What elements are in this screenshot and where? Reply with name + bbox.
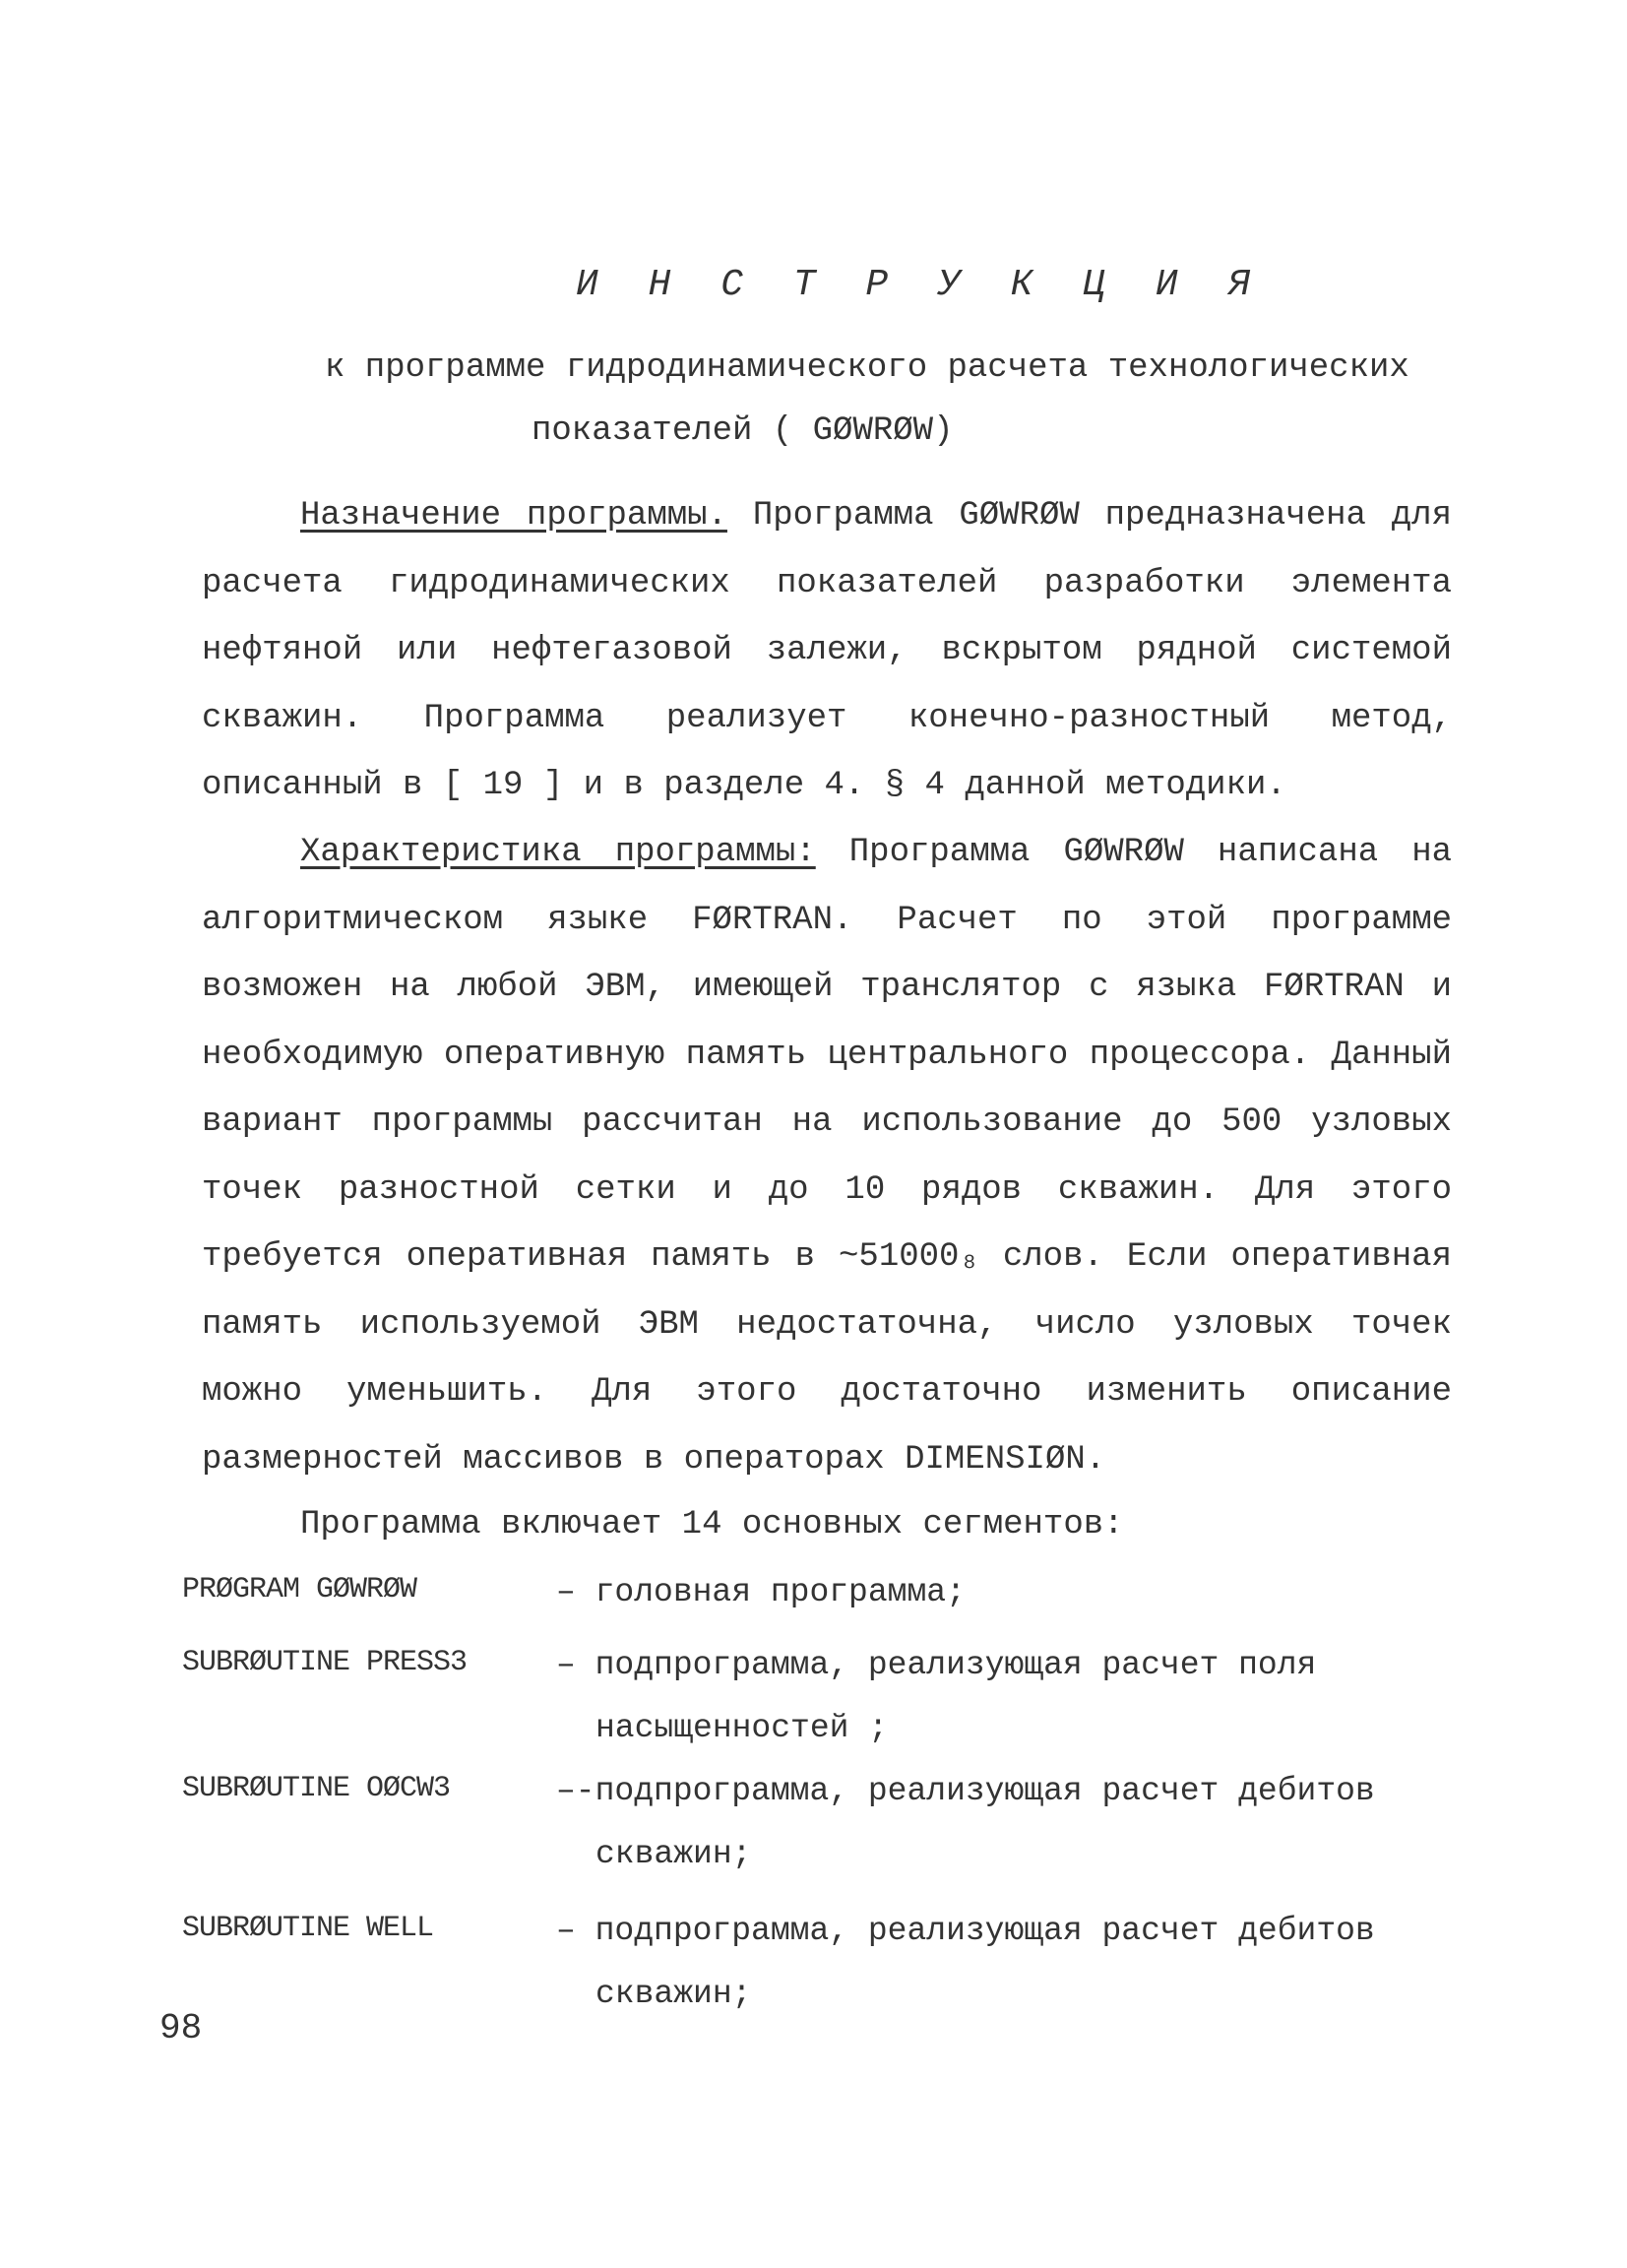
segment-description-line-1: – головная программа;: [556, 1574, 966, 1610]
segments-intro: Программа включает 14 основных сегментов:: [300, 1506, 1124, 1544]
characteristics-text: Программа GØWRØW написана на алгоритмическом языке FØRTRAN. Расчет по этой программе возможен на любой ЭВМ, имеющей транслятор с языка FØRTRAN и необходимую оперативную память центрального процессора. Данный вариант программы рассчитан на использование до 500 узловых точек разностной сетки и до 10 рядов скважин. Для этого требуется оперативная память в ~51000₈ слов. Если оперативная память используемой ЭВМ недостаточна, число узловых точек можно уменьшить. Для этого достаточно изменить описание размерностей массивов в операторах DIMENSIØN.: [202, 834, 1452, 1479]
characteristics-heading: Характеристика программы:: [300, 834, 816, 871]
characteristics-paragraph: [202, 819, 1452, 1493]
segment-description-line-2: скважин;: [595, 1976, 752, 2012]
subtitle-line-1: к программе гидродинамического расчета технологических: [325, 349, 1409, 387]
purpose-text: Программа GØWRØW предназначена для расчета гидродинамических показателей разработки элемента нефтяной или нефтегазовой залежи, вскрытом рядной системой скважин. Программа реализует конечно-разностный метод, описанный в [ 19 ] и в разделе 4. § 4 данной методики.: [202, 497, 1452, 804]
segment-description-line-2: скважин;: [595, 1836, 752, 1872]
segment-description: [556, 1760, 1442, 1886]
segment-description: [556, 1561, 1442, 1624]
page-number: 98: [159, 2008, 203, 2048]
segment-description-line-1: –-подпрограмма, реализующая расчет дебитов: [556, 1773, 1375, 1809]
purpose-heading: Назначение программы.: [300, 497, 727, 535]
segment-description-line-2: насыщенностей ;: [595, 1710, 889, 1746]
purpose-paragraph: [202, 482, 1452, 820]
document-title: И Н С Т Р У К Ц И Я: [576, 264, 1265, 306]
segment-name: SUBRØUTINE OØCW3: [182, 1772, 451, 1805]
subtitle-line-2: показателей ( GØWRØW): [532, 412, 954, 450]
segment-name: SUBRØUTINE PRESS3: [182, 1646, 468, 1679]
segment-description-line-1: – подпрограмма, реализующая расчет дебитов: [556, 1913, 1375, 1949]
document-subtitle: [325, 337, 1457, 463]
segment-description: [556, 1634, 1442, 1760]
segment-description-line-1: – подпрограмма, реализующая расчет поля: [556, 1647, 1317, 1683]
segment-name: PRØGRAM GØWRØW: [182, 1573, 417, 1606]
segment-name: SUBRØUTINE WELL: [182, 1912, 434, 1945]
segment-description: [556, 1900, 1442, 2026]
